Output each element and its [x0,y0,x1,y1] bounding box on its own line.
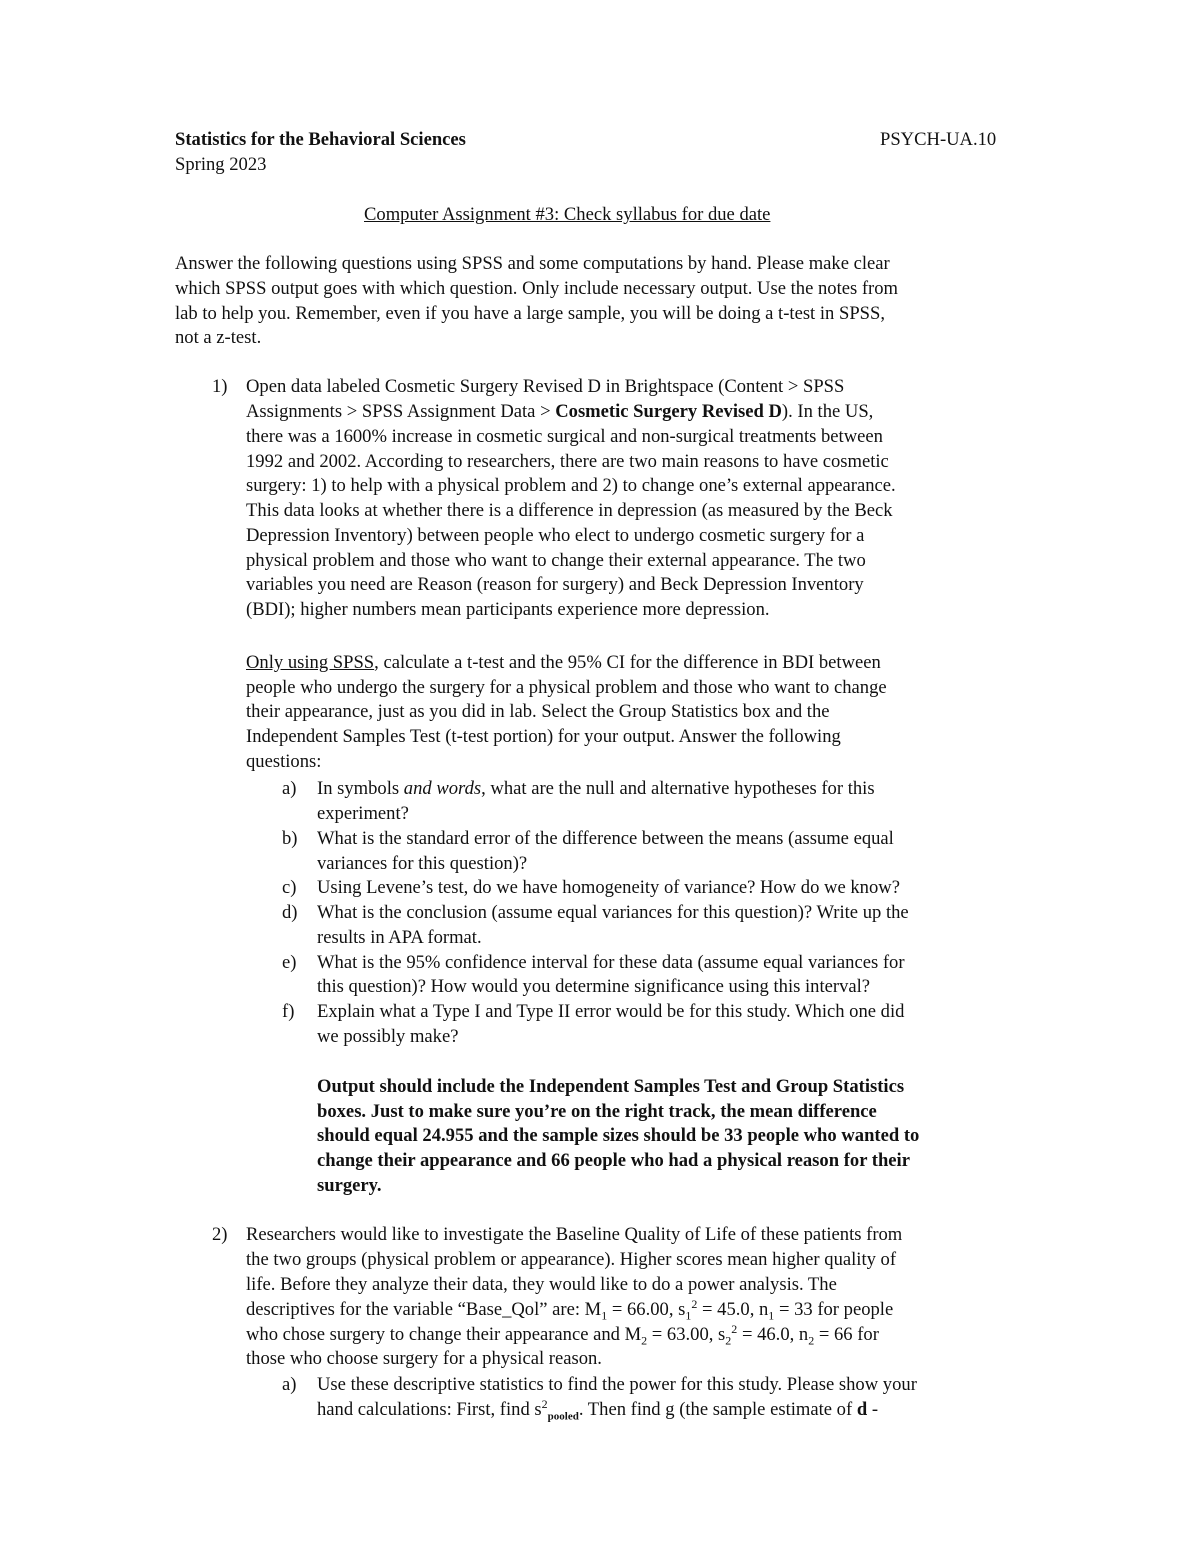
q1-line: (BDI); higher numbers mean participants experience more depression. [246,599,770,620]
intro-line: Answer the following questions using SPSS and some computations by hand. Please make clear [175,253,890,274]
q2-line: descriptives for the variable “Base_Qol” are: $M_1 = 66.00$, $s_1^2 = 45.0$, $n_1 = 33$ for people [246,1296,894,1323]
q1-line: surgery: 1) to help with a physical problem and 2) to change one’s external appearance. [246,475,896,496]
note-line: Output should include the Independent Samples Test and Group Statistics [317,1076,905,1097]
q2-line: Researchers would like to investigate the Baseline Quality of Life of these patients from [246,1224,903,1245]
q1-para2-line: people who undergo the surgery for a physical problem and those who want to change [246,677,887,698]
sub-line: What is the conclusion (assume equal variances for this question)? Write up the [317,902,909,923]
course-title: Statistics for the Behavioral Sciences [175,129,466,150]
course-code: PSYCH-UA.10 [880,129,997,150]
sub-marker: c) [282,877,297,898]
note-line: change their appearance and 66 people who had a physical reason for their [317,1150,910,1171]
sub-marker: b) [282,828,298,849]
sub-line: Use these descriptive statistics to find the power for this study. Please show your [317,1374,917,1395]
sub-marker: d) [282,902,298,923]
sub-marker: f) [282,1001,295,1022]
note-line: boxes. Just to make sure you’re on the right track, the mean difference [317,1101,877,1122]
q1-para2-line: their appearance, just as you did in lab. Select the Group Statistics box and the [246,701,830,722]
sub-marker: e) [282,952,297,973]
note-line: surgery. [317,1175,382,1196]
q1-line: 1992 and 2002. According to researchers, there are two main reasons to have cosmetic [246,451,889,472]
q1-para2-line: Only using SPSS, calculate a t-test and the 95% CI for the difference in BDI between [246,652,881,673]
sub-line: we possibly make? [317,1026,459,1047]
q1-line: This data looks at whether there is a difference in depression (as measured by the Beck [246,500,893,521]
q1-para2-line: questions: [246,751,322,772]
q1-line: variables you need are Reason (reason for surgery) and Beck Depression Inventory [246,574,864,595]
q1-line: physical problem and those who want to change their external appearance. The two [246,550,866,571]
assignment-title: Computer Assignment #3: Check syllabus for due date [364,204,771,225]
intro-line: not a z-test. [175,327,262,348]
intro-line: which SPSS output goes with which question. Only include necessary output. Use the notes from [175,278,899,299]
intro-line: lab to help you. Remember, even if you have a large sample, you will be doing a t-test in SPSS, [175,303,885,324]
q1-line: there was a 1600% increase in cosmetic surgical and non-surgical treatments between [246,426,883,447]
sub-line: What is the standard error of the difference between the means (assume equal [317,828,894,849]
sub-line: variances for this question)? [317,853,528,874]
q2-line: who chose surgery to change their appearance and $M_2 = 63.00$, $s_2^2 = 46.0$, $n_2 = 66$ for [246,1321,879,1348]
sub-line: this question)? How would you determine significance using this interval? [317,976,871,997]
q1-para2-line: Independent Samples Test (t-test portion) for your output. Answer the following [246,726,841,747]
q2-line: the two groups (physical problem or appearance). Higher scores mean higher quality of [246,1249,897,1270]
sub-line: What is the 95% confidence interval for these data (assume equal variances for [317,952,905,973]
sub-line: Using Levene’s test, do we have homogeneity of variance? How do we know? [317,877,900,898]
note-line: should equal 24.955 and the sample sizes should be 33 people who wanted to [317,1125,920,1146]
term: Spring 2023 [175,154,267,175]
q1-line: Depression Inventory) between people who elect to undergo cosmetic surgery for a [246,525,865,546]
sub-line: In symbols and words, what are the null and alternative hypotheses for this [317,778,875,799]
sub-marker: a) [282,778,297,799]
q2-line: life. Before they analyze their data, they would like to do a power analysis. The [246,1274,837,1295]
sub-line: experiment? [317,803,409,824]
q1-line: Assignments > SPSS Assignment Data > Cosmetic Surgery Revised D). In the US, [246,401,874,422]
sub-line: hand calculations: First, find $s^2_{pooled}$. Then find g (the sample estimate of d - [317,1396,879,1423]
sub-marker: a) [282,1374,297,1395]
sub-line: results in APA format. [317,927,482,948]
sub-line: Explain what a Type I and Type II error would be for this study. Which one did [317,1001,905,1022]
q2-line: those who choose surgery for a physical reason. [246,1348,602,1369]
question-number: 2) [212,1224,228,1245]
question-number: 1) [212,376,228,397]
q1-line: Open data labeled Cosmetic Surgery Revised D in Brightspace (Content > SPSS [246,376,845,397]
